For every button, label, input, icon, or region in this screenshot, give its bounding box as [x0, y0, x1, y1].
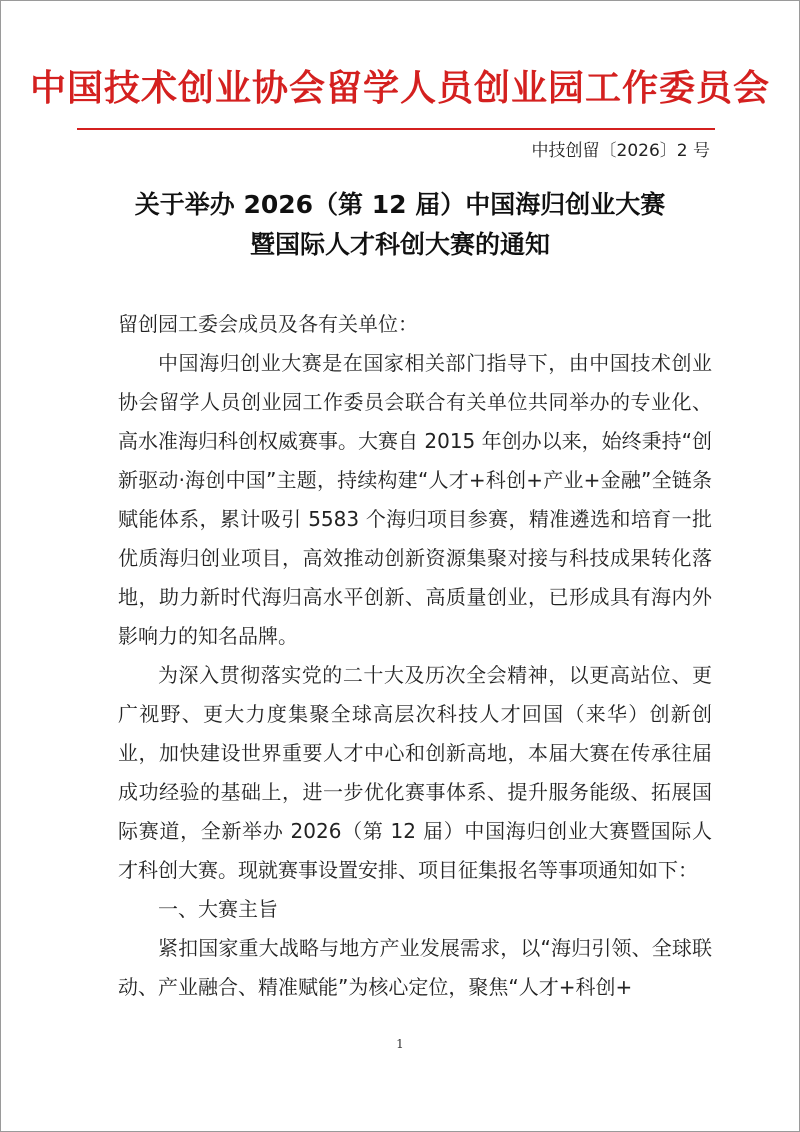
document-title: [1, 185, 799, 265]
salutation: 留创园工委会成员及各有关单位：: [118, 312, 418, 336]
paragraph-purpose: 为深入贯彻落实党的二十大及历次全会精神，以更高站位、更广视野、更大力度集聚全球高层次科技人才回国（来华）创新创业，加快建设世界重要人才中心和创新高地，本届大赛在传承往届成功经验的基础上，进一步优化赛事体系、提升服务能级、拓展国际赛道，全新举办 2026（第 12 届）中国海归创业大赛暨国际人才科创大赛。现就赛事设置安排、项目征集报名等事项通知如下：: [118, 663, 712, 882]
header-divider: [77, 128, 715, 130]
page-number: 1: [396, 1037, 404, 1051]
paragraph-section-1: 紧扣国家重大战略与地方产业发展需求，以“海归引领、全球联动、产业融合、精准赋能”为核心定位，聚焦“人才+科创+: [118, 936, 712, 999]
document-body: [118, 305, 712, 1007]
section-heading: 一、大赛主旨: [158, 897, 278, 921]
title-line-1: 关于举办 2026（第 12 届）中国海归创业大赛: [134, 190, 666, 219]
paragraph-intro: 中国海归创业大赛是在国家相关部门指导下，由中国技术创业协会留学人员创业园工作委员会联合有关单位共同举办的专业化、高水准海归科创权威赛事。大赛自 2015 年创办以来，始终秉持“创新驱动·海创中国”主题，持续构建“人才+科创+产业+金融”全链条赋能体系，累计吸引 5583 个海归项目参赛，精准遴选和培育一批优质海归创业项目，高效推动创新资源集聚对接与科技成果转化落地，助力新时代海归高水平创新、高质量创业，已形成具有海内外影响力的知名品牌。: [118, 351, 712, 648]
document-number: 中技创留〔2026〕2 号: [531, 141, 710, 161]
title-line-2: 暨国际人才科创大赛的通知: [249, 230, 550, 259]
org-title: 中国技术创业协会留学人员创业园工作委员会: [29, 67, 770, 109]
